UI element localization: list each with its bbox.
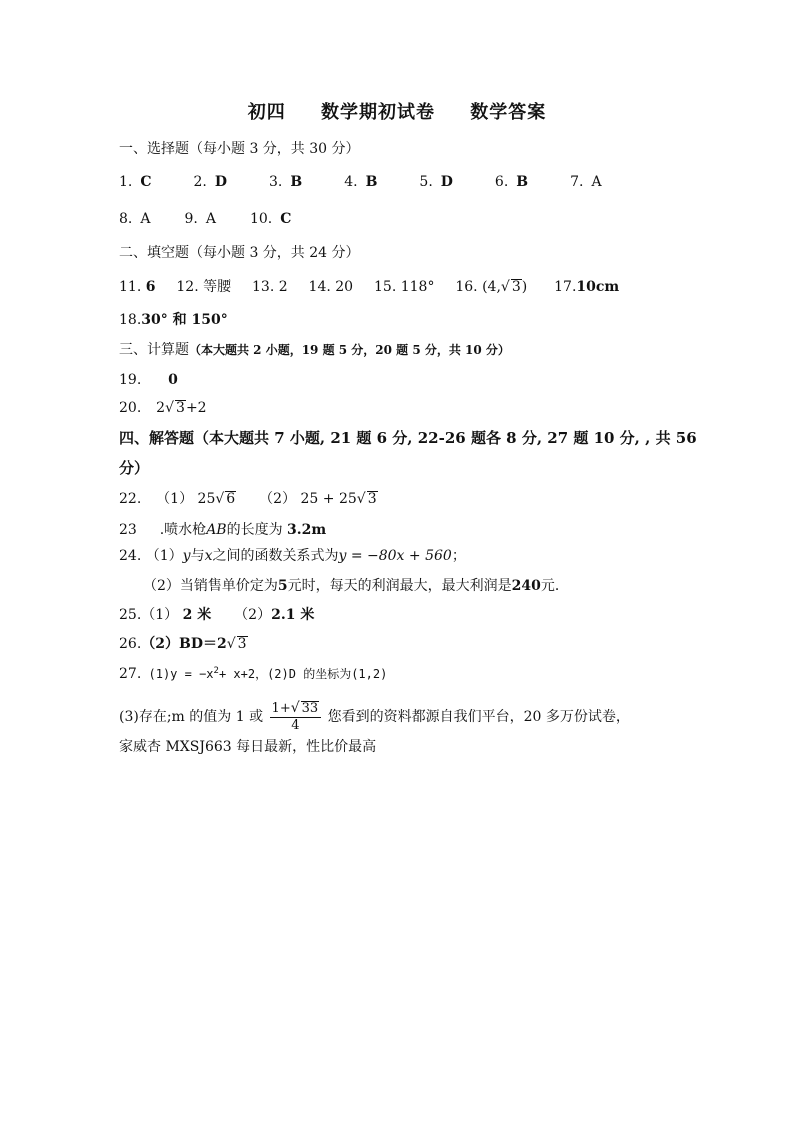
q14-answer: 20 (335, 279, 354, 295)
q14-number: 14. (308, 279, 331, 295)
mc-answer: B (290, 174, 303, 190)
mc-number: 4. (344, 174, 358, 190)
q22-a2-radicand: 3 (367, 491, 377, 507)
q27-part3-pre: (3)存在;m 的值为 1 或 (119, 709, 264, 725)
mc-number: 7. (570, 174, 584, 190)
section-2-heading: 二、填空题（每小题 3 分，共 24 分） (119, 245, 360, 261)
q26-radicand: 3 (237, 636, 247, 652)
q26-row (119, 634, 248, 654)
q19-answer: 0 (168, 372, 178, 388)
q24-row-2 (143, 576, 569, 596)
q24-text-3: 元． (540, 578, 569, 594)
q22-a1-coef: 25 (197, 491, 216, 507)
q16-answer-post: ) (521, 279, 528, 295)
q15-number: 15. (374, 279, 397, 295)
q23-text: .喷水枪 (159, 522, 207, 538)
mc-number: 3. (269, 174, 283, 190)
q25-part2: （2） (234, 607, 272, 623)
q18-number: 18. (119, 312, 142, 328)
section-4-heading-line-1: 四、解答题（本大题共 7 小题, 21 题 6 分, 22-26 题各 8 分, 27 题 10 分, , 共 56 (119, 429, 697, 447)
q20-tail: +2 (185, 400, 207, 416)
title-grade: 初四 (247, 102, 286, 123)
section-4-heading-line-2: 分） (119, 459, 150, 477)
q24-price: 5 (277, 578, 288, 594)
section-3-note: （本大题共 2 小题，19 题 5 分，20 题 5 分，共 10 分） (189, 343, 510, 357)
q24-row-1 (119, 546, 466, 566)
q27-exponent: 2 (213, 666, 219, 676)
fill-row-1 (119, 277, 619, 297)
q13-answer: 2 (278, 279, 288, 295)
q22-row (119, 489, 378, 509)
q12-answer: 等腰 (203, 279, 232, 295)
sqrt-sign: √ (226, 636, 236, 652)
mc-answer: D (440, 174, 453, 190)
q13-number: 13. (252, 279, 275, 295)
q24-max-profit: 240 (511, 578, 541, 594)
q20-coef: 2 (156, 400, 166, 416)
numerator-radicand: 33 (301, 701, 319, 716)
q24-mid: 与 (190, 548, 205, 564)
section-1-heading: 一、选择题（每小题 3 分，共 30 分） (119, 141, 360, 157)
q19-row (119, 370, 178, 390)
q27-number: 27. (119, 666, 142, 682)
fill-row-2 (119, 310, 228, 330)
q24-text-2: 元时，每天的利润最大，最大利润是 (287, 578, 512, 594)
title-exam: 数学期初试卷 (321, 102, 435, 123)
q17-answer: 10cm (576, 279, 620, 295)
mc-number: 8. (119, 211, 133, 227)
q16-radicand: 3 (511, 279, 521, 295)
q24-number: 24. (119, 548, 142, 564)
mc-answer: C (140, 174, 152, 190)
mc-number: 2. (193, 174, 207, 190)
section-3-heading (119, 340, 510, 360)
q22-a2-pre: 25 + 25 (300, 491, 357, 507)
q24-part1: （1） (145, 548, 183, 564)
q25-row (119, 605, 314, 625)
q18-answer: 30° 和 150° (141, 312, 228, 328)
mc-answer: B (516, 174, 529, 190)
q27-part3-post: 您看到的资料都源自我们平台，20 多万份试卷， (327, 709, 630, 725)
numerator-pre: 1+ (271, 701, 291, 716)
mc-number: 5. (419, 174, 433, 190)
q16-number: 16. (455, 279, 478, 295)
q20-number: 20. (119, 400, 142, 416)
sqrt-sign: √ (500, 279, 510, 295)
q16-answer (482, 279, 527, 295)
mc-answer: D (214, 174, 228, 190)
sqrt-sign: √ (356, 491, 366, 507)
mc-answer: C (280, 211, 292, 227)
q22-answer-1 (198, 491, 237, 507)
sqrt-sign: √ (165, 400, 175, 416)
mc-answer: B (365, 174, 378, 190)
q24-part2: （2）当销售单价定为 (143, 578, 278, 594)
q24-semicolon: ； (451, 548, 466, 564)
q22-part1: （1） (156, 491, 194, 507)
q20-row (119, 398, 207, 418)
q27-part3-row (119, 700, 630, 734)
q27-text: (1)y = −x (148, 667, 214, 681)
q25-part1: （1） (141, 607, 179, 623)
mc-number: 10. (249, 211, 273, 227)
q16-answer-pre: (4, (482, 279, 501, 295)
q20-radicand: 3 (176, 400, 185, 416)
mc-number: 9. (184, 211, 198, 227)
q27-part3-line-2: 家威杏 MXSJ663 每日最新，性比价最高 (119, 739, 377, 755)
q11-answer: 6 (145, 279, 156, 295)
mc-row-2 (119, 209, 291, 229)
q19-number: 19. (119, 372, 142, 388)
mc-answer: A (591, 174, 602, 190)
q23-text-2: 的长度为 (226, 522, 283, 538)
q12-number: 12. (176, 279, 199, 295)
q24-equation: y = −80x + 560 (338, 548, 452, 564)
q23-answer: 3.2m (287, 522, 327, 538)
q22-a1-radicand: 6 (226, 491, 236, 507)
q17-number: 17. (554, 279, 577, 295)
sqrt-sign: √ (290, 700, 300, 716)
mc-answer: A (140, 211, 151, 227)
title-answers: 数学答案 (470, 102, 547, 123)
sqrt-sign: √ (215, 491, 225, 507)
q27-row (119, 661, 387, 684)
page-title (0, 98, 794, 124)
q15-answer: 118° (400, 279, 435, 295)
q26-number: 26. (119, 636, 142, 652)
mc-answer: A (205, 211, 216, 227)
fraction-numerator (270, 700, 322, 718)
q24-text: 之间的函数关系式为 (212, 548, 339, 564)
mc-number: 6. (494, 174, 509, 190)
q23-number: 23 (119, 522, 137, 538)
q25-answer-2: 2.1 米 (271, 607, 315, 623)
q23-variable: AB (206, 522, 227, 538)
mc-row-1 (119, 172, 602, 192)
q11-number: 11. (119, 279, 142, 295)
q22-answer-2 (301, 491, 378, 507)
q22-number: 22. (119, 491, 142, 507)
q25-answer-1: 2 米 (182, 607, 212, 623)
q23-row (119, 520, 326, 540)
fraction-denominator: 4 (291, 718, 300, 733)
q27-fraction (270, 700, 322, 734)
q25-number: 25. (119, 607, 142, 623)
q26-text: （2）BD＝2 (141, 636, 227, 652)
mc-number: 1. (119, 174, 133, 190)
q27-text-2: + x+2，(2)D 的坐标为(1,2) (218, 667, 388, 681)
q24-x: x (204, 548, 213, 564)
q24-y: y (182, 548, 191, 564)
section-3-title: 三、计算题 (119, 342, 189, 358)
q22-part2: （2） (259, 491, 297, 507)
q20-answer (156, 400, 206, 416)
